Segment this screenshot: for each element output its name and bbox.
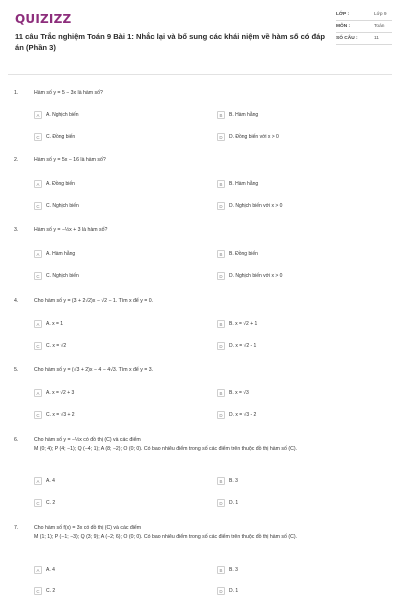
option-a[interactable]: [34, 476, 55, 486]
option-c[interactable]: [34, 341, 66, 351]
option-text: C. 2: [46, 588, 56, 594]
option-d[interactable]: [217, 498, 238, 508]
option-text: A. 4: [46, 478, 55, 484]
option-d[interactable]: [217, 410, 256, 420]
option-text: A. x = √2 + 3: [46, 390, 75, 396]
meta-label: MÔN :: [336, 24, 351, 29]
option-text: B. Hàm hằng: [229, 181, 259, 187]
question-text: Cho hàm số y = (3 + 2√2)x − √2 − 1. Tìm x để y = 0.: [34, 298, 154, 304]
option-letter-box: B: [217, 389, 225, 397]
option-letter-box: A: [34, 180, 42, 188]
option-d[interactable]: [217, 132, 279, 142]
option-a[interactable]: [34, 110, 79, 120]
option-b[interactable]: [217, 476, 238, 486]
question-subtext: M (1; 1); P (−1; −3); Q (3; 9); A (−2; 6); O (0; 0). Có bao nhiêu điểm trong số các điểm trên thuộc đồ thị hàm số (C).: [34, 534, 297, 540]
option-b[interactable]: [217, 110, 258, 120]
option-letter-box: A: [34, 250, 42, 258]
option-a[interactable]: [34, 179, 75, 189]
option-b[interactable]: [217, 249, 258, 259]
meta-label: LỚP :: [336, 12, 350, 17]
option-text: A. Đồng biến: [46, 181, 75, 187]
quizizz-logo: QUIZIZZ: [15, 12, 72, 26]
option-letter-box: C: [34, 202, 42, 210]
option-b[interactable]: [217, 565, 238, 575]
option-letter-box: B: [217, 320, 225, 328]
option-letter-box: D: [217, 272, 225, 280]
meta-value: Toán: [374, 24, 385, 29]
option-letter-box: C: [34, 342, 42, 350]
option-c[interactable]: [34, 410, 75, 420]
option-letter-box: B: [217, 111, 225, 119]
question-text: Cho hàm số y = −½x có đồ thị (C) và các điểm: [34, 437, 141, 443]
option-d[interactable]: [217, 201, 282, 211]
page-title: 11 câu Trắc nghiệm Toán 9 Bài 1: Nhắc lại và bổ sung các khái niệm về hàm số có đáp án (Phần 3): [15, 32, 326, 52]
option-letter-box: A: [34, 320, 42, 328]
meta-row-subject: [336, 24, 392, 33]
option-letter-box: C: [34, 272, 42, 280]
question-number: 1.: [14, 90, 19, 96]
option-text: C. Nghịch biến: [46, 203, 79, 209]
option-text: C. x = √3 + 2: [46, 412, 75, 418]
option-letter-box: B: [217, 566, 225, 574]
option-letter-box: A: [34, 477, 42, 485]
option-a[interactable]: [34, 249, 75, 259]
option-text: C. Đồng biến: [46, 134, 76, 140]
option-letter-box: C: [34, 133, 42, 141]
question-number: 2.: [14, 157, 19, 163]
option-text: D. x = √3 - 2: [229, 412, 257, 418]
option-c[interactable]: [34, 586, 55, 596]
meta-row-count: [336, 36, 392, 45]
option-text: D. 1: [229, 588, 239, 594]
question-subtext: M (0; 4); P (4; −1); Q (−4; 1); A (8; −2); O (0; 0). Có bao nhiêu điểm trong số các điểm trên thuộc đồ thị hàm số (C).: [34, 446, 297, 452]
option-text: D. Đồng biến với x > 0: [229, 134, 279, 140]
question-text: Cho hàm số y = (√3 + 2)x − 4 − 4√3. Tìm x để y = 3.: [34, 367, 154, 373]
question-number: 4.: [14, 298, 19, 304]
question-number: 6.: [14, 437, 19, 443]
option-d[interactable]: [217, 341, 256, 351]
option-d[interactable]: [217, 271, 282, 281]
option-text: C. 2: [46, 500, 56, 506]
option-letter-box: C: [34, 587, 42, 595]
option-a[interactable]: [34, 565, 55, 575]
option-letter-box: D: [217, 202, 225, 210]
option-text: B. 3: [229, 478, 238, 484]
option-letter-box: D: [217, 411, 225, 419]
option-text: B. Đồng biến: [229, 251, 258, 257]
option-letter-box: A: [34, 111, 42, 119]
option-c[interactable]: [34, 271, 79, 281]
meta-label: SỐ CÂU :: [336, 36, 358, 41]
option-letter-box: B: [217, 180, 225, 188]
option-text: D. x = √2 - 1: [229, 343, 257, 349]
option-text: A. 4: [46, 567, 55, 573]
option-b[interactable]: [217, 388, 249, 398]
option-letter-box: A: [34, 389, 42, 397]
question-number: 5.: [14, 367, 19, 373]
option-text: A. Hàm hằng: [46, 251, 76, 257]
option-text: C. x = √2: [46, 343, 67, 349]
option-text: A. x = 1: [46, 321, 64, 327]
question-text: Hàm số y = −½x + 3 là hàm số?: [34, 227, 108, 233]
option-text: B. Hàm hằng: [229, 112, 259, 118]
option-letter-box: C: [34, 499, 42, 507]
meta-value: Lớp 9: [374, 12, 387, 17]
option-letter-box: B: [217, 250, 225, 258]
option-text: B. x = √3: [229, 390, 249, 396]
option-a[interactable]: [34, 319, 63, 329]
option-text: D. Nghịch biến với x > 0: [229, 273, 283, 279]
option-letter-box: D: [217, 133, 225, 141]
question-text: Hàm số y = 5 − 3x là hàm số?: [34, 90, 103, 96]
option-c[interactable]: [34, 201, 79, 211]
option-text: B. 3: [229, 567, 238, 573]
question-text: Hàm số y = 5x − 16 là hàm số?: [34, 157, 106, 163]
option-d[interactable]: [217, 586, 238, 596]
meta-row-grade: [336, 12, 392, 21]
meta-panel: [336, 12, 392, 48]
option-text: D. Nghịch biến với x > 0: [229, 203, 283, 209]
question-number: 3.: [14, 227, 19, 233]
option-letter-box: C: [34, 411, 42, 419]
option-text: C. Nghịch biến: [46, 273, 79, 279]
option-text: D. 1: [229, 500, 239, 506]
option-letter-box: D: [217, 342, 225, 350]
question-number: 7.: [14, 525, 19, 531]
header-divider: [8, 74, 392, 75]
option-b[interactable]: [217, 179, 258, 189]
option-c[interactable]: [34, 498, 55, 508]
option-text: B. x = √2 + 1: [229, 321, 258, 327]
option-a[interactable]: [34, 388, 74, 398]
option-letter-box: D: [217, 587, 225, 595]
meta-value: 11: [374, 36, 379, 41]
worksheet-header: [0, 0, 400, 72]
question-text: Cho hàm số f(x) = 3x có đồ thị (C) và các điểm: [34, 525, 142, 531]
option-letter-box: B: [217, 477, 225, 485]
option-c[interactable]: [34, 132, 75, 142]
option-text: A. Nghịch biến: [46, 112, 79, 118]
option-b[interactable]: [217, 319, 257, 329]
option-letter-box: D: [217, 499, 225, 507]
option-letter-box: A: [34, 566, 42, 574]
